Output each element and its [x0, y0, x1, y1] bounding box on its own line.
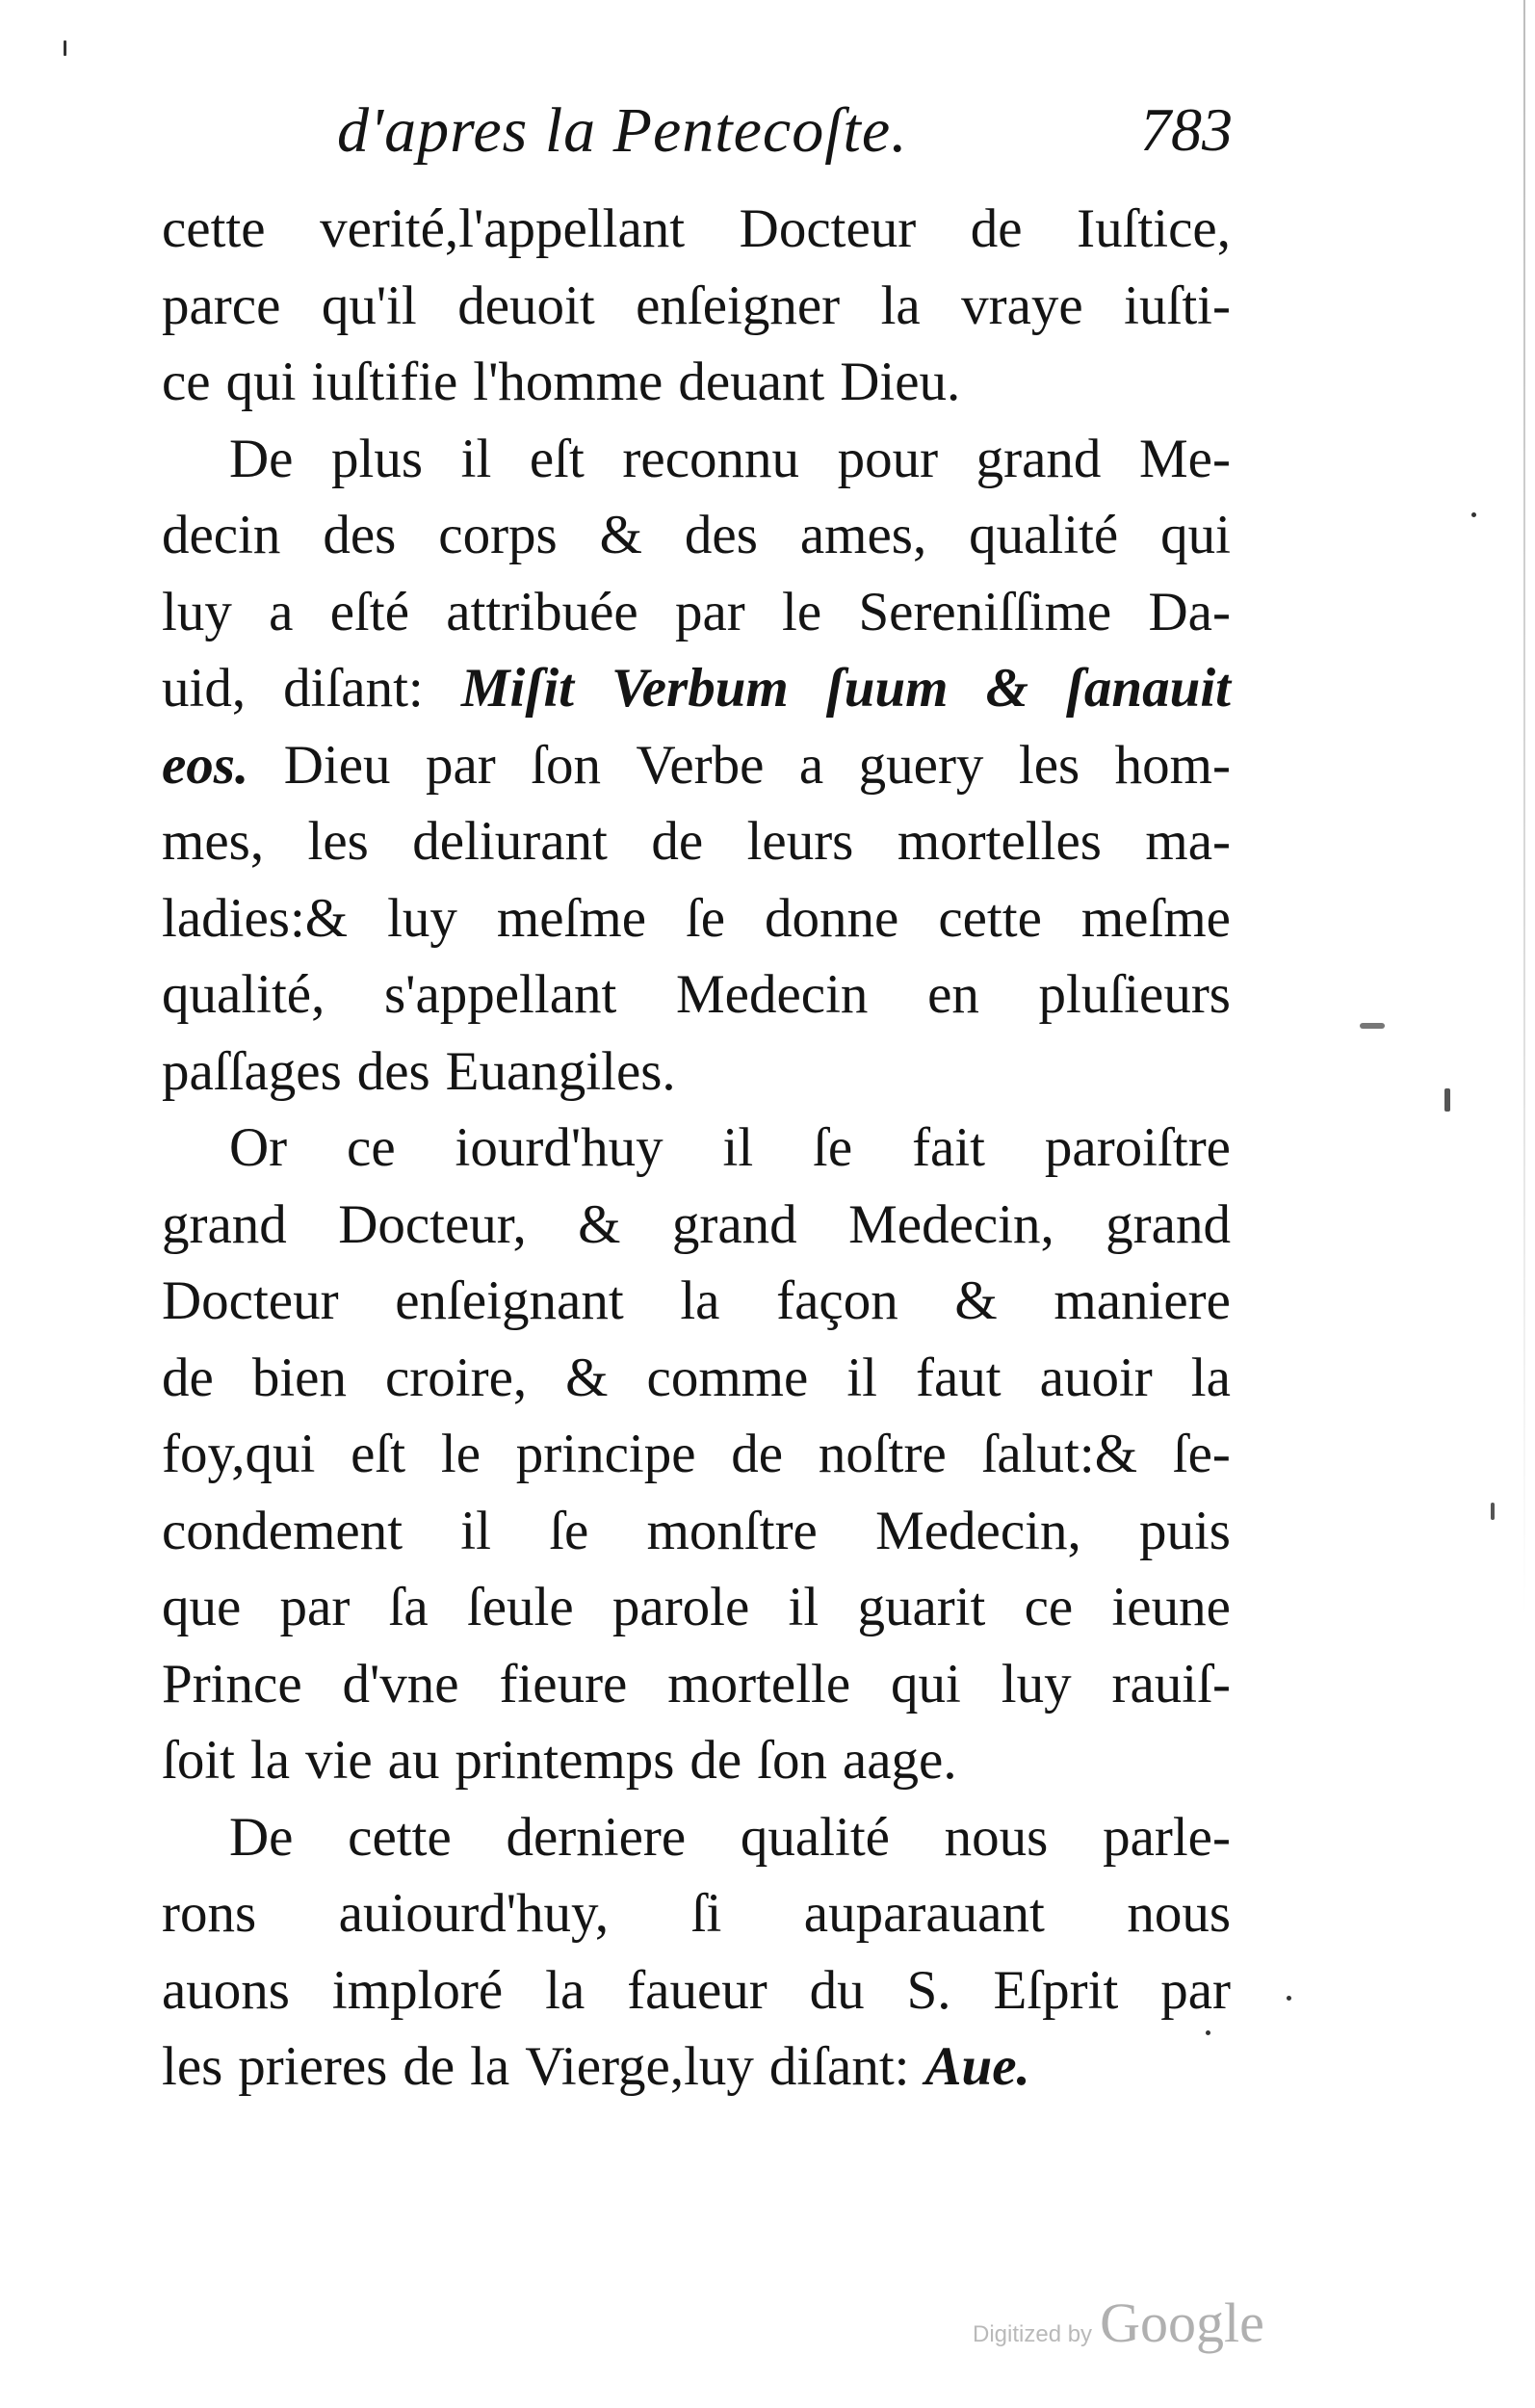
- word: Da-: [1148, 581, 1231, 642]
- word: noſtre: [818, 1424, 947, 1484]
- word: puis: [1138, 1500, 1231, 1561]
- text-line: [162, 497, 1231, 574]
- word: qualité: [969, 505, 1119, 565]
- text-line: [162, 803, 1231, 880]
- digitized-watermark: [973, 2290, 1264, 2368]
- word: De: [229, 1806, 294, 1868]
- word: il: [846, 1347, 877, 1408]
- word: guarit: [857, 1577, 986, 1637]
- word: par: [425, 734, 496, 796]
- word: auons: [162, 1959, 290, 2021]
- word: au: [387, 1730, 440, 1791]
- word: aage.: [842, 1730, 957, 1791]
- word: deliurant: [412, 811, 608, 872]
- word: guery: [858, 734, 984, 796]
- word: donne: [765, 887, 899, 949]
- word: auiourd'huy,: [338, 1883, 610, 1944]
- word: auoir: [1039, 1347, 1153, 1408]
- text-line: [162, 268, 1231, 345]
- word: principe: [515, 1424, 696, 1484]
- word: rons: [162, 1883, 257, 1944]
- word: meſme: [496, 887, 646, 949]
- word: la: [1190, 1347, 1231, 1408]
- latin-word: eos.: [162, 734, 249, 796]
- word: s'appellant: [384, 964, 617, 1025]
- text-line: [162, 650, 1231, 727]
- word: ames,: [799, 505, 927, 565]
- word: monſtre: [646, 1500, 818, 1561]
- latin-word: &: [985, 658, 1028, 719]
- word: Or: [229, 1117, 288, 1178]
- word: pour: [837, 428, 939, 489]
- word: rauiſ-: [1111, 1653, 1231, 1714]
- text-line: [162, 191, 1231, 268]
- word: il: [460, 1500, 491, 1561]
- word: des: [684, 505, 758, 565]
- word: l'homme: [473, 352, 663, 412]
- word: de: [970, 198, 1023, 259]
- word: qualité,: [162, 964, 325, 1025]
- text-line: [162, 727, 1231, 804]
- word: eſt: [351, 1424, 406, 1484]
- word: derniere: [506, 1806, 687, 1868]
- text-line: [162, 1569, 1231, 1646]
- word: hom-: [1114, 734, 1231, 796]
- word: qu'il: [321, 275, 417, 336]
- text-line: [162, 1799, 1231, 1876]
- word: mortelle: [667, 1653, 851, 1714]
- word: mes,: [162, 811, 265, 872]
- word: ce: [1024, 1577, 1074, 1637]
- word: attribuée: [446, 581, 638, 642]
- word: ſe: [685, 887, 726, 949]
- scan-speck: [64, 40, 66, 56]
- text-line: [162, 1875, 1231, 1952]
- word: deuant: [678, 352, 825, 412]
- word: foy,qui: [162, 1424, 316, 1484]
- word: que: [162, 1577, 242, 1637]
- text-line: [162, 344, 1231, 421]
- latin-word: Verbum: [611, 658, 789, 719]
- word: leurs: [746, 811, 854, 872]
- word: ſi: [690, 1883, 722, 1944]
- word: les: [1018, 734, 1080, 796]
- word: grand: [1106, 1193, 1231, 1255]
- latin-word: ſanauit: [1065, 658, 1231, 719]
- word: qui: [225, 352, 297, 412]
- text-line: [162, 1416, 1231, 1493]
- word: par: [1160, 1959, 1231, 2021]
- word: bien: [251, 1347, 347, 1408]
- word: maniere: [1054, 1270, 1231, 1331]
- latin-word: Aue.: [924, 2036, 1030, 2097]
- word: De: [229, 428, 294, 489]
- latin-word: ſuum: [825, 658, 949, 719]
- word: Dieu.: [840, 352, 961, 412]
- text-line: [162, 956, 1231, 1034]
- word: Medecin,: [848, 1193, 1054, 1255]
- word: enſeigner: [636, 275, 841, 336]
- word: luy: [387, 887, 457, 949]
- text-line: [162, 421, 1231, 498]
- text-line: [162, 880, 1231, 957]
- word: parce: [162, 275, 281, 336]
- word: reconnu: [622, 428, 800, 489]
- word: nous: [944, 1806, 1049, 1868]
- word: prieres: [238, 2036, 388, 2097]
- word: paroiſtre: [1044, 1117, 1231, 1178]
- scan-speck: [1491, 1503, 1495, 1520]
- page-edge-shadow: [1523, 0, 1525, 1618]
- word: de: [651, 811, 704, 872]
- word: en: [927, 964, 979, 1025]
- word: plus: [331, 428, 424, 489]
- word: paſſages: [162, 1040, 342, 1102]
- text-line: [162, 574, 1231, 651]
- word: &: [578, 1193, 621, 1255]
- word: de: [162, 1347, 214, 1408]
- word: Dieu: [283, 734, 391, 796]
- text-line: [162, 2028, 1231, 2106]
- word: ma-: [1145, 811, 1231, 872]
- word: cette: [938, 887, 1042, 949]
- word: luy: [1001, 1653, 1072, 1714]
- word: ſe: [813, 1117, 853, 1178]
- word: la: [545, 1959, 585, 2021]
- word: eſt: [529, 428, 585, 489]
- word: a: [269, 581, 294, 642]
- word: Docteur: [162, 1270, 339, 1331]
- word: printemps: [455, 1730, 675, 1791]
- word: iuſti-: [1124, 275, 1231, 336]
- word: eſté: [329, 581, 409, 642]
- word: meſme: [1080, 887, 1231, 949]
- scan-speck: [1287, 1996, 1291, 2001]
- word: ladies:&: [162, 887, 349, 949]
- word: le: [782, 581, 822, 642]
- word: ſa: [388, 1577, 429, 1637]
- word: il: [722, 1117, 754, 1178]
- word: &: [954, 1270, 998, 1331]
- word: comme: [646, 1347, 809, 1408]
- word: verité,l'appellant: [320, 198, 686, 259]
- word: pluſieurs: [1038, 964, 1231, 1025]
- word: diſant:: [768, 2036, 910, 2097]
- word: croire,: [384, 1347, 528, 1408]
- word: S.: [906, 1959, 951, 2021]
- scan-speck: [1360, 1023, 1385, 1029]
- page-number: 783: [1140, 95, 1233, 164]
- word: du: [809, 1959, 865, 2021]
- latin-word: Miſit: [460, 658, 574, 719]
- word: mortelles: [897, 811, 1102, 872]
- text-line: [162, 1110, 1231, 1187]
- word: Vierge,luy: [525, 2036, 754, 2097]
- word: vraye: [961, 275, 1083, 336]
- word: corps: [438, 505, 558, 565]
- word: nous: [1127, 1883, 1231, 1944]
- word: Sereniſſime: [858, 581, 1112, 642]
- word: qualité: [740, 1806, 890, 1868]
- text-line: [162, 1263, 1231, 1340]
- word: de: [403, 2036, 455, 2097]
- word: la: [470, 2036, 510, 2097]
- word: Euangiles.: [445, 1040, 676, 1102]
- word: Medecin: [676, 964, 869, 1025]
- word: de: [689, 1730, 742, 1791]
- word: Verbe: [636, 734, 765, 796]
- word: il: [460, 428, 492, 489]
- word: cette: [348, 1806, 452, 1868]
- word: vie: [305, 1730, 373, 1791]
- word: ſon: [531, 734, 602, 796]
- word: fieure: [499, 1653, 628, 1714]
- word: Docteur,: [338, 1193, 527, 1255]
- word: &: [565, 1347, 609, 1408]
- word: auparauant: [803, 1883, 1045, 1944]
- word: qui: [1160, 505, 1231, 565]
- word: faueur: [627, 1959, 768, 2021]
- word: faut: [916, 1347, 1002, 1408]
- word: le: [440, 1424, 481, 1484]
- word: ce: [162, 352, 211, 412]
- word: parole: [611, 1577, 750, 1637]
- word: ſoit: [162, 1730, 236, 1791]
- word: cette: [162, 198, 266, 259]
- word: iourd'huy: [455, 1117, 663, 1178]
- word: a: [798, 734, 824, 796]
- scan-speck: [1444, 1088, 1450, 1112]
- text-line: [162, 1340, 1231, 1417]
- word: deuoit: [457, 275, 595, 336]
- word: Me-: [1138, 428, 1231, 489]
- word: ieune: [1111, 1577, 1231, 1637]
- word: enſeignant: [395, 1270, 624, 1331]
- word: imploré: [331, 1959, 504, 2021]
- word: iuſtifie: [311, 352, 458, 412]
- word: Prince: [162, 1653, 302, 1714]
- watermark-prefix: Digitized by: [973, 2321, 1093, 2347]
- word: fait: [912, 1117, 986, 1178]
- text-line: [162, 1952, 1231, 2029]
- running-head: [337, 94, 1233, 181]
- word: il: [788, 1577, 820, 1637]
- google-logo: Google: [1100, 2291, 1264, 2354]
- word: Docteur: [739, 198, 917, 259]
- word: decin: [162, 505, 281, 565]
- word: &: [599, 505, 642, 565]
- word: grand: [976, 428, 1102, 489]
- text-line: [162, 1187, 1231, 1264]
- word: Medecin,: [875, 1500, 1081, 1561]
- word: ſeule: [466, 1577, 574, 1637]
- word: par: [674, 581, 745, 642]
- text-line: [162, 1646, 1231, 1723]
- word: façon: [776, 1270, 898, 1331]
- scan-speck: [1206, 2030, 1210, 2035]
- word: grand: [162, 1193, 287, 1255]
- word: qui: [891, 1653, 961, 1714]
- word: les: [307, 811, 369, 872]
- word: ſe: [549, 1500, 589, 1561]
- word: parle-: [1103, 1806, 1231, 1868]
- word: la: [880, 275, 921, 336]
- word: par: [279, 1577, 351, 1637]
- word: condement: [162, 1500, 403, 1561]
- text-line: [162, 1493, 1231, 1570]
- word: ce: [347, 1117, 396, 1178]
- word: grand: [671, 1193, 797, 1255]
- word: des: [323, 505, 397, 565]
- word: des: [356, 1040, 430, 1102]
- word: de: [731, 1424, 784, 1484]
- word: la: [249, 1730, 291, 1791]
- word: Iuſtice,: [1077, 198, 1231, 259]
- word: Eſprit: [993, 1959, 1119, 2021]
- word: luy: [162, 581, 232, 642]
- text-line: [162, 1034, 1231, 1111]
- word: uid,: [162, 658, 247, 719]
- word: la: [680, 1270, 720, 1331]
- word: diſant:: [283, 658, 424, 719]
- scan-speck: [1471, 512, 1476, 517]
- word: ſe-: [1172, 1424, 1231, 1484]
- word: les: [162, 2036, 223, 2097]
- body-text: [162, 191, 1231, 2106]
- word: ſalut:&: [981, 1424, 1138, 1484]
- word: d'vne: [342, 1653, 459, 1714]
- text-line: [162, 1722, 1231, 1799]
- word: ſon: [757, 1730, 827, 1791]
- running-title: d'apres la Pentecoſte.: [337, 95, 908, 166]
